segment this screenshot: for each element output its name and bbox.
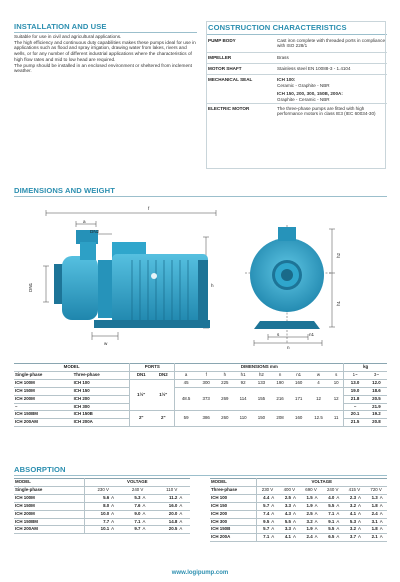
cell-model: ICH 150 (211, 502, 228, 508)
cell-unit: A (379, 518, 383, 524)
cell-value: 2.3 (349, 494, 357, 500)
cell-unit: A (314, 494, 318, 500)
cell-kg1: 21.8 (344, 395, 366, 403)
cell-n: 190 (276, 379, 284, 385)
cell-single: ICH 100M (15, 379, 35, 385)
th-w: w (316, 371, 321, 377)
cell-dn2: 1½" (159, 391, 168, 397)
cell-model: ICH 200M (15, 510, 35, 516)
th-volt: 240 V (326, 486, 339, 492)
cell-unit: A (271, 494, 275, 500)
table-row (210, 526, 387, 534)
th-kg1: 1~ (344, 371, 366, 379)
construction-value: Ceramic - Graphite - NBR (277, 82, 330, 88)
construction-value-bold: ICH 150, 200, 300, 150B, 200A: (277, 91, 343, 96)
cell-value: 5.7 (256, 526, 270, 534)
cell-value: 9.7 (134, 526, 141, 532)
dim-label-h2: h2 (336, 252, 341, 258)
dimensions-table (14, 363, 387, 427)
construction-section (206, 21, 387, 171)
th-s: s (335, 371, 338, 377)
cell-kg3: 18.6 (372, 387, 381, 393)
cell-value: 3.2 (306, 518, 313, 524)
dim-label-w: w (104, 341, 108, 346)
cell-value: 4.4 (256, 494, 270, 502)
cell-model: ICH 200AM (15, 526, 38, 532)
cell-unit: A (111, 526, 115, 532)
cell-single: ICH 200AM (15, 419, 38, 425)
cell-kg3: 19.2 (372, 411, 381, 417)
construction-label: MECHANICAL SEAL (208, 77, 253, 82)
cell-h2: 133 (257, 379, 266, 385)
cell-value: 2.4 (306, 534, 313, 540)
cell-unit: A (336, 534, 340, 540)
cell-unit: A (358, 494, 361, 500)
dim-label-dn2: DN2 (90, 229, 100, 234)
cell-value: 9.0 (134, 510, 141, 516)
cell-value: 9.1 (328, 518, 335, 524)
cell-three: ICH 200A (73, 419, 93, 425)
cell-h1: 92 (240, 379, 246, 385)
cell-value: 14.8 (168, 518, 178, 524)
cell-model: ICH 200A (211, 534, 231, 540)
cell-s: 11 (333, 415, 339, 421)
cell-value: 7.1 (256, 534, 270, 542)
cell-single: – (15, 403, 18, 409)
cell-n1: 171 (295, 395, 303, 401)
cell-h: 269 (221, 395, 229, 401)
cell-unit: A (358, 518, 361, 524)
dim-label-n: n (287, 345, 290, 350)
th-kg: kg (344, 364, 387, 372)
th-model: MODEL (14, 364, 130, 372)
cell-value: 2.5 (306, 510, 313, 516)
footer-url[interactable]: www.logipump.com (171, 570, 229, 576)
th-volt: 110 V (166, 486, 178, 492)
cell-unit: A (111, 494, 115, 500)
cell-unit: A (292, 526, 296, 532)
cell-unit: A (142, 518, 146, 524)
cell-three: ICH 100 (73, 379, 90, 385)
cell-model: ICH 150B (211, 526, 231, 532)
th-dn1: DN1 (130, 371, 153, 379)
cell-unit: A (314, 526, 318, 532)
table-row (14, 379, 387, 387)
construction-value: Brass (277, 55, 289, 60)
th-h1: h1 (240, 371, 246, 377)
dim-label-h1: h1 (336, 300, 341, 306)
cell-model: ICH 100 (211, 494, 228, 500)
cell-unit: A (314, 518, 318, 524)
cell-three: ICH 200 (73, 395, 90, 401)
cell-a: 59 (175, 411, 197, 427)
absorption-three-table (210, 478, 387, 542)
th-dn2: DN2 (158, 371, 168, 377)
cell-value: 2.1 (371, 534, 378, 540)
cell-unit: A (379, 534, 383, 540)
cell-unit: A (271, 534, 275, 540)
cell-value: 7.1 (328, 510, 335, 516)
cell-value: 5.3 (134, 494, 141, 500)
cell-kg1: 13.0 (344, 379, 366, 387)
th-kg3: 3~ (373, 371, 379, 377)
cell-value: 3.3 (284, 502, 291, 508)
th-volt: 240 V (131, 486, 144, 492)
cell-model: ICH 300 (211, 518, 228, 524)
construction-rule (206, 34, 387, 35)
th-three: Three-phase (73, 371, 100, 377)
cell-n1: 160 (295, 415, 303, 421)
dim-label-dn1: DN1 (28, 282, 33, 292)
pump-side-view (36, 204, 226, 354)
cell-n: 208 (276, 415, 284, 421)
cell-kg1: 20.1 (344, 411, 366, 419)
cell-unit: A (111, 518, 115, 524)
cell-value: 9.5 (256, 518, 270, 526)
cell-value: 4.3 (284, 510, 291, 516)
th-volt: 230 V (256, 486, 278, 494)
construction-value: Cast iron complete with threaded ports in compliance with ISO 228/1 (277, 38, 386, 49)
table-row (14, 510, 190, 518)
cell-unit: A (142, 510, 146, 516)
cell-value: 3.1 (371, 518, 378, 524)
absorption-title: ABSORPTION (14, 465, 66, 474)
dimensions-rule (14, 196, 387, 197)
table-row (14, 502, 190, 510)
cell-single: ICH 200M (15, 395, 35, 401)
cell-value: 2.5 (284, 494, 291, 500)
cell-n1: 160 (295, 379, 303, 385)
cell-unit: A (358, 510, 361, 516)
dim-label-h: h (211, 283, 214, 288)
table-row (210, 502, 387, 510)
cell-unit: A (336, 518, 340, 524)
table-row (14, 518, 190, 526)
th-f: f (205, 371, 207, 377)
cell-value: 7.1 (134, 518, 141, 524)
cell-unit: A (379, 510, 383, 516)
installation-text (14, 34, 198, 74)
cell-unit: A (336, 510, 340, 516)
cell-value: 10.1 (84, 526, 110, 534)
cell-kg3: 20.8 (372, 419, 381, 425)
th-h: h (223, 371, 227, 377)
volts-row (210, 486, 387, 494)
cell-kg1: 19.0 (344, 387, 366, 395)
cell-unit: A (142, 526, 146, 532)
cell-unit: A (336, 502, 340, 508)
cell-value: 3.2 (349, 526, 357, 532)
cell-unit: A (111, 502, 115, 508)
pump-front-view (240, 215, 350, 350)
cell-single: ICH 150BM (15, 411, 38, 417)
cell-unit: A (358, 526, 361, 532)
cell-h1: 110 (239, 415, 247, 421)
installation-paragraph-1: Suitable for use in civil and agricultural applications. (14, 34, 122, 39)
th-volt: 415 V (348, 486, 361, 492)
cell-unit: A (314, 510, 318, 516)
cell-three: ICH 150 (73, 387, 90, 393)
cell-value: 4.0 (328, 494, 335, 500)
cell-unit: A (379, 502, 383, 508)
cell-unit: A (271, 510, 275, 516)
cell-f: 386 (202, 415, 210, 421)
cell-kg3: 21.9 (372, 403, 381, 409)
cell-value: 2.4 (371, 510, 378, 516)
installation-title: INSTALLATION AND USE (14, 22, 107, 31)
cell-model: ICH 200 (211, 510, 228, 516)
construction-value: The three-phase pumps are fitted with high performance motors in class IE3 (IEC 60034-30) (277, 106, 376, 117)
dim-label-n1: n1 (309, 332, 315, 337)
cell-value: 1.9 (306, 502, 313, 508)
cell-kg3: 12.0 (372, 379, 381, 385)
cell-h: 225 (221, 379, 229, 385)
cell-value: 3.2 (349, 502, 357, 508)
th-phase: Single-phase (15, 486, 43, 492)
cell-value: 5.5 (328, 526, 335, 532)
cell-n: 216 (276, 395, 284, 401)
cell-value: 5.5 (328, 502, 335, 508)
cell-unit: A (111, 510, 115, 516)
construction-value: Stainless steel EN 10088-3 - 1.4104 (277, 66, 351, 71)
table-row (14, 387, 387, 395)
cell-value: 16.0 (168, 502, 178, 508)
cell-h2: 150 (257, 415, 266, 421)
cell-model: ICH 150BM (15, 518, 38, 524)
th-ports: PORTS (130, 364, 175, 372)
cell-unit: A (292, 534, 296, 540)
cell-value: 1.5 (306, 494, 313, 500)
cell-value: 6.5 (328, 534, 335, 540)
cell-h2: 155 (257, 395, 266, 401)
th-voltage: VOLTAGE (256, 479, 387, 487)
table-row (14, 526, 190, 534)
installation-rule (14, 32, 197, 33)
th-n1: n1 (296, 371, 302, 377)
cell-h: 260 (221, 415, 229, 421)
construction-label: ELECTRIC MOTOR (208, 106, 250, 111)
table-row (210, 494, 387, 502)
construction-value: Graphite - Ceramic - NBR (277, 96, 330, 102)
cell-model: ICH 100M (15, 494, 35, 500)
cell-unit: A (179, 502, 183, 508)
cell-value: 3.7 (349, 534, 357, 540)
construction-label: IMPELLER (208, 55, 232, 60)
cell-three: ICH 150B (73, 411, 93, 417)
th-a: a (175, 371, 197, 379)
th-n: n (278, 371, 282, 377)
table-row (210, 534, 387, 542)
cell-single: ICH 150M (15, 387, 35, 393)
cell-value: 1.8 (371, 526, 378, 532)
cell-unit: A (179, 526, 183, 532)
table-row (210, 518, 387, 526)
cell-w: 12.5 (314, 415, 323, 421)
cell-w: 12 (316, 395, 321, 401)
cell-value: 5.7 (256, 502, 270, 510)
th-model: MODEL (211, 479, 227, 484)
dim-label-a: a (83, 219, 86, 224)
cell-h1: 114 (239, 395, 247, 401)
construction-value-bold: ICH 100: (277, 77, 296, 82)
dimensions-title: DIMENSIONS AND WEIGHT (14, 186, 115, 195)
cell-unit: A (314, 502, 318, 508)
th-phase: Three-phase (211, 486, 238, 492)
absorption-single-table (14, 478, 190, 534)
th-voltage: VOLTAGE (84, 479, 190, 487)
cell-unit: A (336, 526, 340, 532)
installation-paragraph-2: The high efficiency and continuous duty capabilities makes these pumps ideal for use in applications such as flood and spray irrigation, drawing water from lakes, rivers and wells, or for any number of different industrial applications where the characteristics of high flow rates and mid to low head are required. (14, 39, 196, 62)
th-volt: 690 V (305, 486, 317, 492)
cell-unit: A (379, 494, 383, 500)
cell-value: 20.5 (168, 526, 178, 532)
cell-unit: A (292, 510, 296, 516)
cell-value: 1.9 (306, 526, 313, 532)
cell-unit: A (271, 526, 275, 532)
cell-unit: A (292, 502, 296, 508)
cell-model: ICH 150M (15, 502, 35, 508)
cell-value: 4.1 (349, 510, 357, 516)
cell-a: 45 (175, 379, 197, 387)
th-dims: DIMENSIONS mm (175, 364, 344, 372)
cell-kg1: 21.5 (344, 419, 366, 427)
cell-unit: A (142, 494, 146, 500)
cell-value: 20.0 (168, 510, 178, 516)
th-volt: 400 V (283, 486, 296, 492)
cell-value: 7.4 (256, 510, 270, 518)
cell-s: 10 (333, 379, 339, 385)
th-single: Single-phase (15, 371, 43, 377)
cell-unit: A (358, 534, 361, 540)
cell-dn1: 2" (130, 411, 153, 427)
construction-label: PUMP BODY (208, 38, 236, 43)
th-h2: h2 (258, 371, 264, 377)
cell-f: 373 (202, 395, 210, 401)
cell-f: 300 (202, 379, 210, 385)
cell-unit: A (336, 494, 340, 500)
table-row (14, 494, 190, 502)
table-row (210, 510, 387, 518)
cell-dn2: 2" (161, 415, 166, 421)
dim-label-f: f (148, 206, 150, 211)
cell-kg1: – (344, 403, 366, 411)
cell-unit: A (379, 526, 383, 532)
cell-value: 1.8 (371, 502, 378, 508)
cell-unit: A (271, 518, 275, 524)
cell-unit: A (179, 518, 183, 524)
cell-w: 4 (317, 379, 320, 385)
cell-value: 5.5 (284, 518, 291, 524)
absorption-rule (14, 475, 387, 476)
cell-value: 11.2 (169, 494, 178, 500)
cell-dn1: 1½" (130, 379, 153, 411)
cell-value: 4.1 (284, 534, 291, 540)
cell-unit: A (142, 502, 146, 508)
cell-value: 7.6 (134, 502, 141, 508)
dim-label-s: s (277, 332, 280, 337)
cell-value: 3.3 (284, 526, 291, 532)
th-volt: 230 V (84, 486, 122, 494)
cell-unit: A (179, 510, 183, 516)
cell-s: 12 (333, 395, 339, 401)
installation-paragraph-3: The pump should be installed in an enclosed environment or sheltered from inclement weather. (14, 62, 192, 74)
cell-kg3: 20.5 (372, 395, 381, 401)
cell-a: 48.5 (175, 387, 197, 411)
cell-value: 5.6 (84, 494, 110, 502)
th-volt: 720 V (370, 486, 382, 492)
cell-unit: A (292, 494, 296, 500)
th-model: MODEL (15, 479, 31, 484)
cell-value: 5.3 (349, 518, 357, 524)
cell-unit: A (292, 518, 296, 524)
cell-unit: A (314, 534, 318, 540)
cell-three: ICH 300 (73, 403, 90, 409)
cell-unit: A (358, 502, 361, 508)
construction-title: CONSTRUCTION CHARACTERISTICS (208, 23, 347, 32)
cell-value: 10.0 (84, 510, 110, 518)
cell-value: 7.7 (84, 518, 110, 526)
cell-unit: A (271, 502, 275, 508)
cell-value: 8.0 (84, 502, 110, 510)
cell-unit: A (179, 494, 183, 500)
cell-value: 1.3 (371, 494, 378, 500)
construction-label: MOTOR SHAFT (208, 66, 242, 71)
table-row (14, 411, 387, 419)
